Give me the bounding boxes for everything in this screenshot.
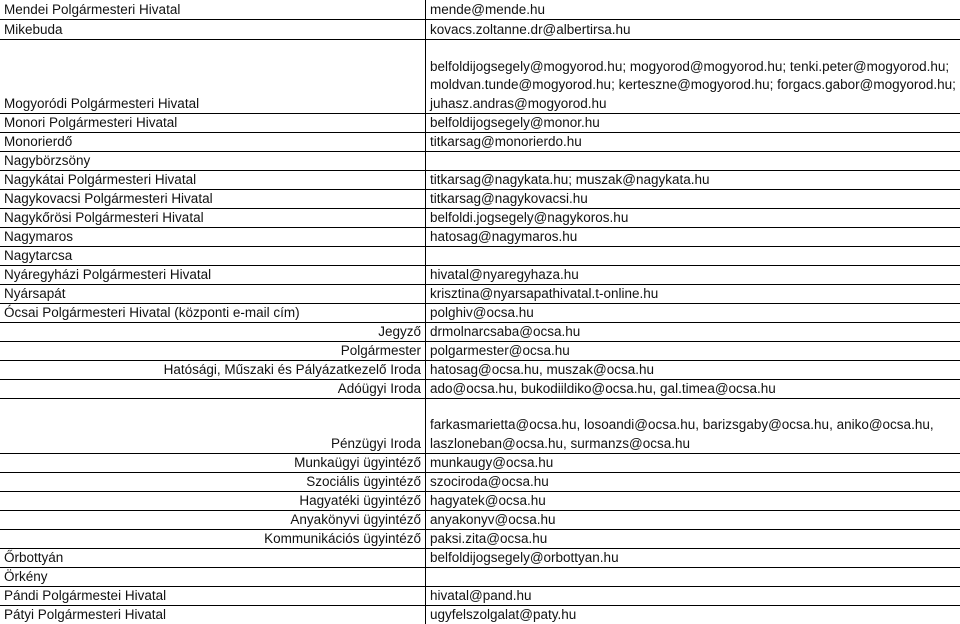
office-name: Nagytarcsa — [0, 246, 426, 265]
email-cell — [426, 39, 960, 113]
table-row — [0, 605, 960, 624]
table-row — [0, 379, 960, 399]
table-row — [0, 472, 960, 492]
office-name: Pándi Polgármestei Hivatal — [0, 586, 426, 605]
table-row — [0, 529, 960, 549]
office-name: Nagymaros — [0, 227, 426, 246]
email-cell: munkaugy@ocsa.hu — [430, 455, 554, 470]
email-line: moldvan.tunde@mogyorod.hu; kerteszne@mogyorod.hu; forgacs.gabor@mogyorod.hu; — [430, 77, 956, 92]
office-name: Nagykőrösi Polgármesteri Hivatal — [0, 208, 426, 227]
table-row — [0, 303, 960, 323]
table-row — [0, 453, 960, 473]
table-row — [0, 132, 960, 152]
office-name: Mikebuda — [0, 19, 426, 39]
office-name: Nagykovacsi Polgármesteri Hivatal — [0, 189, 426, 208]
table-row — [0, 265, 960, 285]
email-cell: hivatal@nyaregyhaza.hu — [430, 267, 579, 282]
email-cell: polgarmester@ocsa.hu — [430, 343, 570, 358]
department-name: Adóügyi Iroda — [0, 379, 426, 398]
table-row — [0, 510, 960, 530]
email-cell: paksi.zita@ocsa.hu — [430, 531, 548, 546]
email-cell — [426, 151, 960, 170]
office-name: Mogyoródi Polgármesteri Hivatal — [0, 39, 426, 113]
office-name: Örkény — [0, 567, 426, 586]
email-cell — [426, 567, 960, 586]
table-row — [0, 360, 960, 380]
department-name: Hatósági, Műszaki és Pályázatkezelő Iroda — [0, 360, 426, 379]
department-name: Jegyző — [0, 322, 426, 341]
table-row — [0, 341, 960, 361]
department-name: Pénzügyi Iroda — [0, 398, 426, 453]
department-name: Kommunikációs ügyintéző — [0, 529, 426, 548]
table-row — [0, 113, 960, 133]
office-name: Mendei Polgármesteri Hivatal — [0, 0, 426, 19]
table-row — [0, 398, 960, 454]
email-cell: ugyfelszolgalat@paty.hu — [430, 607, 577, 622]
email-cell: drmolnarcsaba@ocsa.hu — [430, 324, 581, 339]
email-cell — [426, 246, 960, 265]
table-row — [0, 39, 960, 114]
office-name: Monorierdő — [0, 132, 426, 151]
email-cell: titkarsag@monorierdo.hu — [430, 134, 582, 149]
department-name: Hagyatéki ügyintéző — [0, 491, 426, 510]
table-row — [0, 586, 960, 606]
email-cell: mende@mende.hu — [430, 2, 546, 17]
office-name: Ócsai Polgármesteri Hivatal (központi e-mail cím) — [0, 303, 426, 322]
email-cell: polghiv@ocsa.hu — [430, 305, 534, 320]
email-cell: belfoldi.jogsegely@nagykoros.hu — [430, 210, 629, 225]
table-row — [0, 170, 960, 190]
email-cell: hatosag@ocsa.hu, muszak@ocsa.hu — [430, 362, 655, 377]
email-cell: hagyatek@ocsa.hu — [430, 493, 546, 508]
office-name: Nagykátai Polgármesteri Hivatal — [0, 170, 426, 189]
email-line: farkasmarietta@ocsa.hu, losoandi@ocsa.hu, barizsgaby@ocsa.hu, aniko@ocsa.hu, — [430, 417, 934, 432]
email-cell: krisztina@nyarsapathivatal.t-online.hu — [430, 286, 659, 301]
email-cell: szociroda@ocsa.hu — [430, 474, 549, 489]
email-cell: titkarsag@nagykata.hu; muszak@nagykata.hu — [430, 172, 710, 187]
office-name: Nyársapát — [0, 284, 426, 303]
email-cell: ado@ocsa.hu, bukodiildiko@ocsa.hu, gal.timea@ocsa.hu — [430, 381, 776, 396]
email-line: laszloneban@ocsa.hu, surmanzs@ocsa.hu — [430, 435, 691, 451]
office-name: Őrbottyán — [0, 548, 426, 567]
office-name: Monori Polgármesteri Hivatal — [0, 113, 426, 132]
office-name: Nagybörzsöny — [0, 151, 426, 170]
table-row — [0, 19, 960, 40]
table-row — [0, 189, 960, 209]
department-name: Anyakönyvi ügyintéző — [0, 510, 426, 529]
table-row — [0, 548, 960, 568]
table-row — [0, 227, 960, 247]
department-name: Szociális ügyintéző — [0, 472, 426, 491]
email-line: juhasz.andras@mogyorod.hu — [430, 95, 607, 111]
email-line: belfoldijogsegely@mogyorod.hu; mogyorod@mogyorod.hu; tenki.peter@mogyorod.hu; — [430, 58, 950, 74]
department-name: Polgármester — [0, 341, 426, 360]
table-row — [0, 0, 960, 20]
email-cell: anyakonyv@ocsa.hu — [430, 512, 556, 527]
office-name: Pátyi Polgármesteri Hivatal — [0, 605, 426, 624]
office-name: Nyáregyházi Polgármesteri Hivatal — [0, 265, 426, 284]
table-row — [0, 284, 960, 304]
table-row — [0, 567, 960, 587]
email-cell: titkarsag@nagykovacsi.hu — [430, 191, 588, 206]
table-row — [0, 491, 960, 511]
email-cell — [426, 398, 960, 453]
table-row — [0, 322, 960, 342]
email-cell: hivatal@pand.hu — [430, 588, 532, 603]
table-row — [0, 151, 960, 171]
table-row — [0, 208, 960, 228]
table-row — [0, 246, 960, 266]
email-cell: belfoldijogsegely@monor.hu — [430, 115, 600, 130]
email-cell: kovacs.zoltanne.dr@albertirsa.hu — [430, 21, 631, 37]
department-name: Munkaügyi ügyintéző — [0, 453, 426, 472]
email-cell: hatosag@nagymaros.hu — [430, 229, 578, 244]
email-cell: belfoldijogsegely@orbottyan.hu — [430, 550, 619, 565]
